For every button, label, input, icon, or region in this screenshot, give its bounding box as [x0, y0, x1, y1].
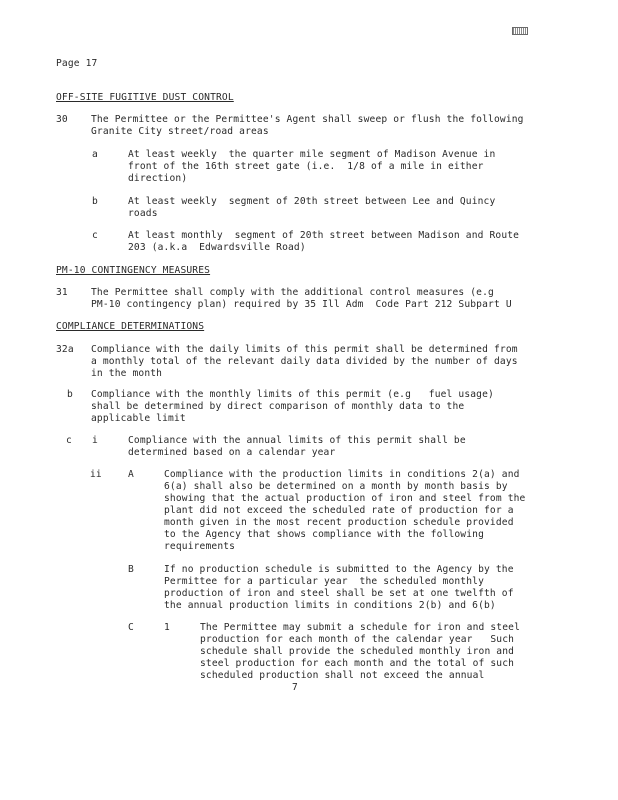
body-line: At least monthly segment of 20th street between Madison and Route: [128, 230, 520, 241]
body-line: Compliance with the production limits in conditions 2(a) and: [164, 469, 520, 480]
body-line: showing that the actual production of iron and steel from the: [164, 493, 526, 504]
body-line: applicable limit: [91, 413, 186, 424]
body-line: At least weekly the quarter mile segment of Madison Avenue in: [128, 149, 496, 160]
item-label: i: [92, 435, 98, 446]
item-label: ii: [90, 469, 102, 480]
section-heading: COMPLIANCE DETERMINATIONS: [56, 321, 205, 332]
item-label: b: [92, 196, 98, 207]
page-label: Page 17: [56, 58, 98, 69]
body-line: scheduled production shall not exceed the annual: [200, 670, 485, 681]
body-line: steel production for each month and the total of such: [200, 658, 515, 669]
body-line: 203 (a.k.a Edwardsville Road): [128, 242, 306, 253]
stamp-mark: [512, 27, 528, 35]
body-line: a monthly total of the relevant daily data divided by the number of days: [91, 356, 518, 367]
body-line: roads: [128, 208, 158, 219]
condition-number: 31: [56, 287, 68, 298]
body-line: plant did not exceed the scheduled rate of production for a: [164, 505, 514, 516]
body-line: Compliance with the annual limits of this permit shall be: [128, 435, 466, 446]
body-line: the annual production limits in conditions 2(b) and 6(b): [164, 600, 496, 611]
body-line: to the Agency that shows compliance with the following: [164, 529, 484, 540]
body-line: At least weekly segment of 20th street between Lee and Quincy: [128, 196, 496, 207]
body-line: Compliance with the daily limits of this permit shall be determined from: [91, 344, 518, 355]
body-line: month given in the most recent production schedule provided: [164, 517, 514, 528]
condition-number: 32a: [56, 344, 74, 355]
body-line: Permittee for a particular year the scheduled monthly: [164, 576, 484, 587]
item-label: C: [128, 622, 134, 633]
body-line: schedule shall provide the scheduled monthly iron and: [200, 646, 515, 657]
section-heading: OFF-SITE FUGITIVE DUST CONTROL: [56, 92, 234, 103]
body-line: production for each month of the calendar year Such: [200, 634, 515, 645]
body-line: PM-10 contingency plan) required by 35 Ill Adm Code Part 212 Subpart U: [91, 299, 512, 310]
body-line: shall be determined by direct comparison of monthly data to the: [91, 401, 465, 412]
body-line: If no production schedule is submitted to the Agency by the: [164, 564, 514, 575]
item-label: c: [92, 230, 98, 241]
body-line: 6(a) shall also be determined on a month by month basis by: [164, 481, 508, 492]
body-line: The Permittee or the Permittee's Agent shall sweep or flush the following: [91, 114, 524, 125]
body-line: The Permittee may submit a schedule for iron and steel: [200, 622, 520, 633]
item-label: A: [128, 469, 134, 480]
item-label: B: [128, 564, 134, 575]
item-label: b: [67, 389, 73, 400]
body-line: front of the 16th street gate (i.e. 1/8 of a mile in either: [128, 161, 484, 172]
body-line: Granite City street/road areas: [91, 126, 269, 137]
body-line: determined based on a calendar year: [128, 447, 336, 458]
body-line: in the month: [91, 368, 163, 379]
body-line: production of iron and steel shall be set at one twelfth of: [164, 588, 514, 599]
section-heading: PM-10 CONTINGENCY MEASURES: [56, 265, 211, 276]
item-label: c: [66, 435, 72, 446]
item-label: a: [92, 149, 98, 160]
body-line: direction): [128, 173, 188, 184]
page-number: 7: [292, 682, 298, 693]
body-line: requirements: [164, 541, 236, 552]
body-line: The Permittee shall comply with the additional control measures (e.g: [91, 287, 494, 298]
body-line: Compliance with the monthly limits of this permit (e.g fuel usage): [91, 389, 494, 400]
item-label: 1: [164, 622, 170, 633]
condition-number: 30: [56, 114, 68, 125]
